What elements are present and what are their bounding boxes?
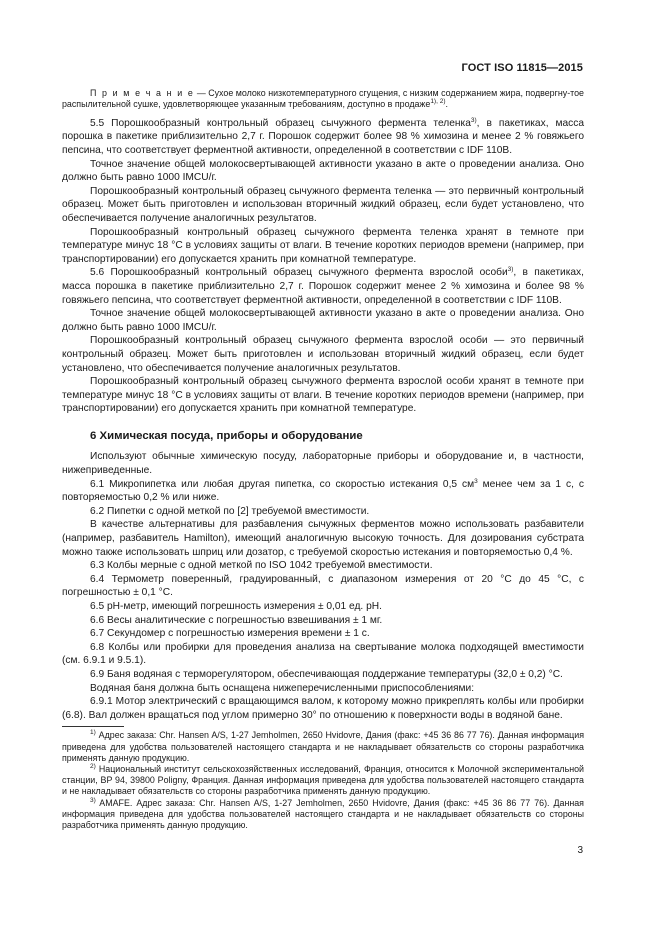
paragraph xyxy=(62,695,584,722)
footnote-mark: 3) xyxy=(90,796,96,804)
paragraph xyxy=(62,518,584,559)
footnote-mark: 2) xyxy=(90,762,96,770)
paragraph xyxy=(62,307,584,334)
paragraph-text: 6.5 pH-метр, имеющий погрешность измерения ± 0,01 ед. pH. xyxy=(90,601,382,612)
footnote-text: Национальный институт сельскохозяйственных исследований, Франция, относится к Молочной экспериментальной станции, BP 94, 39800 Poligny, Франция. Данная информация приведена для удобства пользователей настоящего стандарта и не накладывает обязательств со стороны разработчика применять данную продукцию. xyxy=(62,763,584,797)
paragraph-text: 6.1 Микропипетка или любая другая пипетка, со скоростью истекания 0,5 см xyxy=(90,478,475,490)
footnote xyxy=(62,730,584,764)
paragraph xyxy=(62,334,584,375)
paragraph xyxy=(62,478,584,505)
paragraph xyxy=(62,641,584,668)
paragraph xyxy=(62,505,584,519)
page-content xyxy=(62,88,584,831)
paragraph-text-cont: , в пакетиках, масса порошка в пакетике приблизительно 2,7 г. Порошок содержит менее 2 % химозина и более 98 % говяжьего пепсина, что соответствует ферментной активности, определенной в соответствии с IDF 110B. xyxy=(62,267,584,306)
paragraph-text: В качестве альтернативы для разбавления сычужных ферментов можно использовать разбавители (например, разбавитель Hamilton), имеющий аналогичную высокую точность. Для дозирования субстрата можно также использовать шприц или дозатор, с требуемой скоростью истекания и повторяемостью 0,4 %. xyxy=(62,519,584,558)
paragraph-text: 5.5 Порошкообразный контрольный образец сычужного фермента теленка xyxy=(90,117,471,129)
paragraph-text: Порошкообразный контрольный образец сычужного фермента теленка — это первичный контрольный образец. Может быть приготовлен и использован вторичный жидкий образец, если будет установлено, что обеспечивается получение аналогичных результатов. xyxy=(62,185,584,224)
paragraph xyxy=(62,600,584,614)
paragraph xyxy=(62,682,584,696)
superscript: 3) xyxy=(507,266,514,274)
note-label: П р и м е ч а н и е xyxy=(90,88,195,98)
paragraph-text: 6.3 Колбы мерные с одной меткой по ISO 1042 требуемой вместимости. xyxy=(90,560,433,572)
paragraph xyxy=(62,185,584,226)
note-paragraph: П р и м е ч а н и е — Сухое молоко низкотемпературного сгущения, с низким содержанием жира, подвергну-тое распылительной сушке, удовлетворяющее указанным требованиям, доступно в продаже$^{1), 2)}$. xyxy=(62,88,584,110)
paragraph-text: 6.8 Колбы или пробирки для проведения анализа на свертывание молока подходящей вместимости (см. 6.9.1 и 9.5.1). xyxy=(62,641,584,667)
paragraph-text: Точное значение общей молокосвертывающей активности указано в акте о проведении анализа. Оно должно быть равно 1000 IMCU/г. xyxy=(62,158,584,184)
paragraph xyxy=(62,450,584,477)
paragraph-text: 6.6 Весы аналитические с погрешностью взвешивания ± 1 мг. xyxy=(90,614,383,626)
paragraph xyxy=(62,266,584,307)
paragraph xyxy=(62,375,584,416)
footnote xyxy=(62,764,584,798)
section-6-title: 6 Химическая посуда, приборы и оборудование xyxy=(90,429,363,442)
paragraph-text: 6.9 Баня водяная с терморегулятором, обеспечивающая поддержание температуры (32,0 ± 0,2) °С. xyxy=(90,668,563,680)
superscript: 3 xyxy=(474,477,478,485)
superscript: 3) xyxy=(470,116,477,124)
footnote-text: Адрес заказа: Chr. Hansen A/S, 1-27 Jemholmen, 2650 Hvidovre, Дания (факс: +45 36 86 77 76). Данная информация приведена для удобства пользователей настоящего стандарта и не накладывает обязательств со стороны разработчика применять данную продукцию. xyxy=(62,730,584,763)
paragraph xyxy=(62,627,584,641)
note-footnote-refs: 1), 2) xyxy=(430,98,446,106)
paragraph-text: Порошкообразный контрольный образец сычужного фермента взрослой особи — это первичный контрольный образец. Может быть приготовлен и использован вторичный жидкий образец, если будет установлено, что обеспечивается получение аналогичных результатов. xyxy=(62,335,584,374)
paragraph-text: 6.4 Термометр поверенный, градуированный, с диапазоном измерения от 20 °С до 45 °С, с погрешностью ± 0,1 °С. xyxy=(62,573,584,599)
paragraph xyxy=(62,158,584,185)
page-number: 3 xyxy=(577,845,583,856)
paragraph xyxy=(62,573,584,600)
paragraph xyxy=(62,614,584,628)
paragraph xyxy=(62,117,584,158)
paragraph-text: Точное значение общей молокосвертывающей активности указано в акте о проведении анализа. Оно должно быть равно 1000 IMCU/г. xyxy=(62,308,584,333)
paragraph-text: Используют обычные химическую посуду, лабораторные приборы и оборудование и, в частности, нижеприведенные. xyxy=(62,451,584,477)
footnote-separator xyxy=(62,726,124,727)
paragraph-text: 6.9.1 Мотор электрический с вращающимся валом, к которому можно прикреплять колбы или пробирки (6.8). Вал должен вращаться под углом примерно 30° по отношению к поверхности воды в водяной бане. xyxy=(62,696,584,721)
paragraph-text: 6.7 Секундомер с погрешностью измерения времени ± 1 с. xyxy=(90,628,370,640)
footnote-mark: 1) xyxy=(90,729,96,737)
paragraph xyxy=(62,559,584,573)
paragraph-text: Порошкообразный контрольный образец сычужного фермента взрослой особи хранят в темноте при температуре минус 18 °С в условиях защиты от влаги. В течение коротких периодов времени (например, при транспортировании) его допускается хранить при комнатной температуре. xyxy=(62,376,584,415)
paragraph xyxy=(62,668,584,682)
paragraph-text: 6.2 Пипетки с одной меткой по [2] требуемой вместимости. xyxy=(90,505,370,517)
paragraph-text-cont: менее чем за 1 с, с повторяемостью 0,2 % или ниже. xyxy=(62,478,584,504)
paragraph-text: 5.6 Порошкообразный контрольный образец сычужного фермента взрослой особи xyxy=(90,267,508,279)
paragraph-text-cont: , в пакетиках, масса порошка в пакетике приблизительно 2,7 г. Порошок содержит более 98 % химозина и менее 2 % говяжьего пепсина, что соответствует ферментной активности, определенной в соответствии с IDF 110B. xyxy=(62,117,585,156)
footnotes xyxy=(62,730,584,831)
paragraph xyxy=(62,226,584,267)
paragraphs-section-5 xyxy=(62,117,584,416)
paragraph-text: Порошкообразный контрольный образец сычужного фермента теленка хранят в темноте при температуре минус 18 °С в условиях защиты от влаги. В течение коротких периодов времени (например, при транспортировании) его допускается хранить при комнатной температуре. xyxy=(62,226,584,265)
footnote xyxy=(62,798,584,832)
note-text: — Сухое молоко низкотемпературного сгущения, с низким содержанием жира, подвергну-тое распылительной сушке, удовлетворяющее указанным требованиям, доступно в продаже xyxy=(62,88,584,110)
paragraphs-section-6 xyxy=(62,450,584,722)
paragraph-text: Водяная баня должна быть оснащена нижеперечисленными приспособлениями: xyxy=(90,682,475,694)
document-id-header: ГОСТ ISO 11815—2015 xyxy=(461,62,583,74)
footnote-text: AMAFE. Адрес заказа: Chr. Hansen A/S, 1-27 Jemholmen, 2650 Hvidovre, Дания (факс: +45 36 86 77 76). Данная информация приведена для удобства пользователей настоящего стандарта и не накладывает обязательств со стороны разработчика применять данную продукцию. xyxy=(62,797,584,830)
